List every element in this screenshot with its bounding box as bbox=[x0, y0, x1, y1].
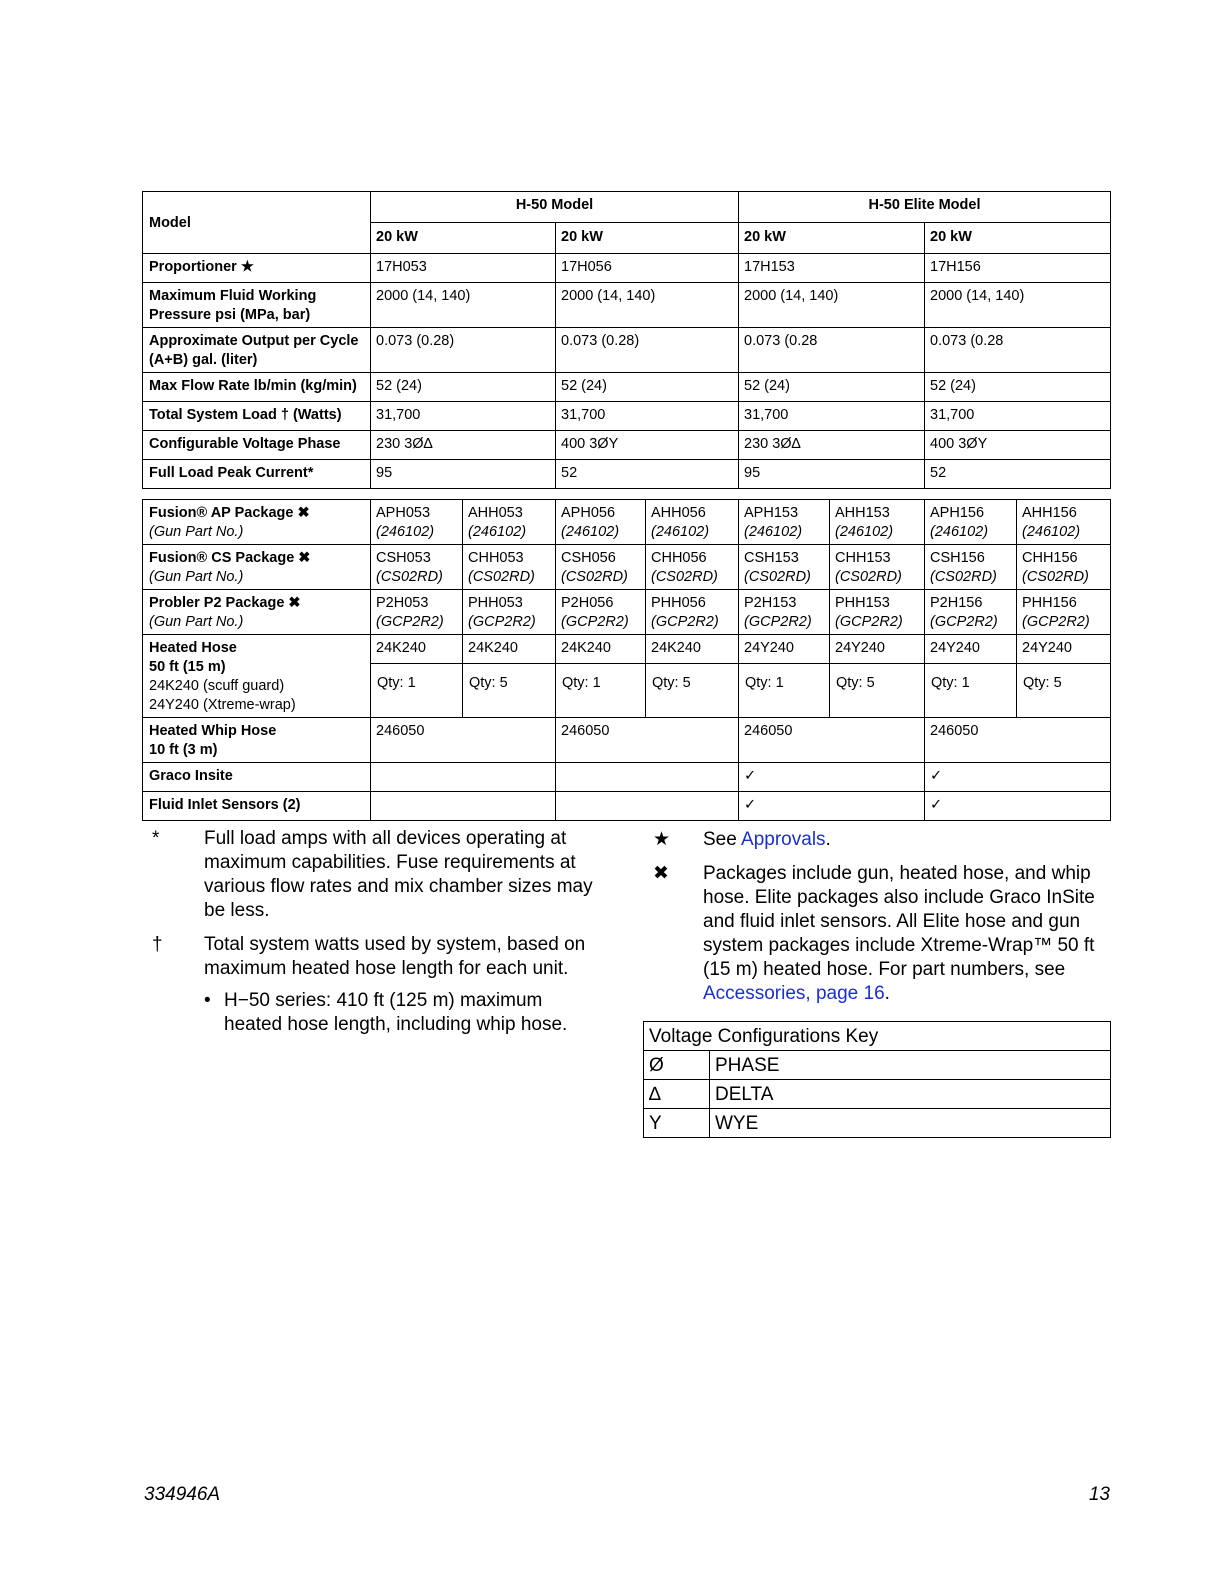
spec-label: Max Flow Rate lb/min (kg/min) bbox=[143, 373, 371, 402]
checkmark-cell bbox=[371, 792, 556, 821]
notes-left bbox=[144, 827, 604, 1037]
package-row-p2 bbox=[143, 590, 1111, 635]
package-part-cell: APH156 (246102) bbox=[925, 500, 1017, 545]
package-name: Fusion® AP Package ✖ bbox=[149, 505, 310, 521]
spec-value: 17H053 bbox=[371, 254, 556, 283]
spec-row bbox=[143, 283, 1111, 328]
package-part-cell: CHH053 (CS02RD) bbox=[463, 545, 556, 590]
footnote-asterisk bbox=[144, 827, 604, 923]
spec-label: Full Load Peak Current* bbox=[143, 460, 371, 489]
voltage-key-row bbox=[644, 1080, 1111, 1109]
h50-elite-model-header: H-50 Elite Model bbox=[739, 192, 1111, 223]
spec-row bbox=[143, 431, 1111, 460]
package-part-cell: CSH153 (CS02RD) bbox=[739, 545, 830, 590]
package-part-cell: P2H153 (GCP2R2) bbox=[739, 590, 830, 635]
spec-label: Approximate Output per Cycle (A+B) gal. (liter) bbox=[143, 328, 371, 373]
spec-label: Proportioner ★ bbox=[143, 254, 371, 283]
voltage-name: PHASE bbox=[710, 1051, 1111, 1080]
voltage-key-title: Voltage Configurations Key bbox=[644, 1022, 1111, 1051]
spec-value: 31,700 bbox=[739, 402, 925, 431]
checkmark-icon: ✓ bbox=[925, 763, 1111, 792]
hose-qty-cell: Qty: 5 bbox=[830, 664, 925, 718]
whip-hose-value: 246050 bbox=[556, 718, 739, 763]
voltage-name: WYE bbox=[710, 1109, 1111, 1138]
footnote-text: Total system watts used by system, based on maximum heated hose length for each unit. bbox=[204, 934, 586, 979]
whip-hose-value: 246050 bbox=[371, 718, 556, 763]
package-part-cell: P2H156 (GCP2R2) bbox=[925, 590, 1017, 635]
checkmark-cell bbox=[556, 763, 739, 792]
spec-value: 52 (24) bbox=[739, 373, 925, 402]
checkmark-cell bbox=[556, 792, 739, 821]
package-part-cell: CHH056 (CS02RD) bbox=[646, 545, 739, 590]
spec-value: 52 bbox=[925, 460, 1111, 489]
spec-value: 400 3ØY bbox=[925, 431, 1111, 460]
package-part-cell: APH056 (246102) bbox=[556, 500, 646, 545]
heated-hose-label: Heated Hose 50 ft (15 m) 24K240 (scuff guard) 24Y240 (Xtreme-wrap) bbox=[143, 635, 371, 718]
spec-row bbox=[143, 402, 1111, 431]
spec-row bbox=[143, 373, 1111, 402]
hose-part-cell: 24Y240 bbox=[925, 635, 1017, 664]
fluid-inlet-label: Fluid Inlet Sensors (2) bbox=[143, 792, 371, 821]
gun-part-label: (Gun Part No.) bbox=[149, 569, 244, 585]
gun-part-label: (Gun Part No.) bbox=[149, 614, 244, 630]
hose-part-cell: 24K240 bbox=[556, 635, 646, 664]
spec-value: 17H153 bbox=[739, 254, 925, 283]
package-part-cell: APH053 (246102) bbox=[371, 500, 463, 545]
voltage-key-row bbox=[644, 1051, 1111, 1080]
voltage-key-table bbox=[643, 1021, 1111, 1138]
voltage-symbol: Y bbox=[644, 1109, 710, 1138]
checkmark-icon: ✓ bbox=[739, 763, 925, 792]
kw-cell: 20 kW bbox=[371, 223, 556, 254]
spec-value: 230 3Ø∆ bbox=[739, 431, 925, 460]
voltage-symbol: ∆ bbox=[644, 1080, 710, 1109]
spec-label: Configurable Voltage Phase bbox=[143, 431, 371, 460]
package-part-cell: CHH156 (CS02RD) bbox=[1017, 545, 1111, 590]
package-label bbox=[143, 500, 371, 545]
hose-part-cell: 24K240 bbox=[646, 635, 739, 664]
spec-value: 31,700 bbox=[371, 402, 556, 431]
spec-value: 2000 (14, 140) bbox=[925, 283, 1111, 328]
spec-value: 17H056 bbox=[556, 254, 739, 283]
bullet-text: H−50 series: 410 ft (125 m) maximum heated hose length, including whip hose. bbox=[224, 990, 568, 1035]
package-part-cell: P2H053 (GCP2R2) bbox=[371, 590, 463, 635]
hose-part-cell: 24Y240 bbox=[830, 635, 925, 664]
fluid-inlet-row bbox=[143, 792, 1111, 821]
spec-value: 95 bbox=[739, 460, 925, 489]
package-name: Probler P2 Package ✖ bbox=[149, 595, 301, 611]
package-part-cell: AHH056 (246102) bbox=[646, 500, 739, 545]
gun-part-label: (Gun Part No.) bbox=[149, 524, 244, 540]
whip-hose-value: 246050 bbox=[739, 718, 925, 763]
package-label bbox=[143, 545, 371, 590]
hose-qty-cell: Qty: 5 bbox=[463, 664, 556, 718]
footnote-cross: ✖ Packages include gun, heated hose, and whip hose. Elite packages also include Graco InSite and fluid inlet sensors. All Elite hose and gun system packages include Xtreme-Wrap™ 50 ft (15 m) heated hose. For part numbers, see Accessories, page 16. bbox=[653, 863, 1095, 1004]
package-part-cell: CSH056 (CS02RD) bbox=[556, 545, 646, 590]
checkmark-icon: ✓ bbox=[925, 792, 1111, 821]
document-number: 334946A bbox=[144, 1484, 221, 1505]
package-part-cell: AHH153 (246102) bbox=[830, 500, 925, 545]
package-name: Fusion® CS Package ✖ bbox=[149, 550, 311, 566]
spec-value: 31,700 bbox=[556, 402, 739, 431]
spec-value: 0.073 (0.28 bbox=[925, 328, 1111, 373]
spec-row bbox=[143, 328, 1111, 373]
package-part-cell: CHH153 (CS02RD) bbox=[830, 545, 925, 590]
voltage-key-row bbox=[644, 1109, 1111, 1138]
spec-value: 0.073 (0.28) bbox=[556, 328, 739, 373]
checkmark-cell bbox=[371, 763, 556, 792]
spec-value: 17H156 bbox=[925, 254, 1111, 283]
package-table bbox=[142, 499, 1111, 821]
graco-insite-row bbox=[143, 763, 1111, 792]
spec-value: 31,700 bbox=[925, 402, 1111, 431]
accessories-link[interactable]: Accessories, page 16 bbox=[703, 983, 885, 1004]
spec-value: 2000 (14, 140) bbox=[371, 283, 556, 328]
spec-row bbox=[143, 460, 1111, 489]
hose-qty-cell: Qty: 5 bbox=[646, 664, 739, 718]
model-header: Model bbox=[143, 192, 371, 254]
bullet-icon: • bbox=[204, 990, 211, 1011]
spec-value: 2000 (14, 140) bbox=[556, 283, 739, 328]
hose-part-cell: 24K240 bbox=[463, 635, 556, 664]
checkmark-icon: ✓ bbox=[739, 792, 925, 821]
package-row-cs bbox=[143, 545, 1111, 590]
footnote-bullet bbox=[144, 989, 604, 1037]
package-part-cell: AHH053 (246102) bbox=[463, 500, 556, 545]
notes-right bbox=[643, 828, 1113, 1016]
footnote-star: ★ See Approvals. bbox=[653, 829, 831, 850]
page-number: 13 bbox=[1088, 1484, 1110, 1505]
h50-model-header: H-50 Model bbox=[371, 192, 739, 223]
package-part-cell: AHH156 (246102) bbox=[1017, 500, 1111, 545]
cross-icon: ✖ bbox=[653, 863, 669, 884]
package-part-cell: PHH153 (GCP2R2) bbox=[830, 590, 925, 635]
spec-row bbox=[143, 254, 1111, 283]
kw-cell: 20 kW bbox=[739, 223, 925, 254]
hose-qty-cell: Qty: 1 bbox=[739, 664, 830, 718]
spec-value: 52 bbox=[556, 460, 739, 489]
heated-hose-row bbox=[143, 635, 1111, 664]
whip-hose-label: Heated Whip Hose 10 ft (3 m) bbox=[143, 718, 371, 763]
spec-value: 52 (24) bbox=[556, 373, 739, 402]
package-row-ap bbox=[143, 500, 1111, 545]
hose-qty-cell: Qty: 1 bbox=[556, 664, 646, 718]
spec-value: 2000 (14, 140) bbox=[739, 283, 925, 328]
package-part-cell: PHH056 (GCP2R2) bbox=[646, 590, 739, 635]
spec-value: 400 3ØY bbox=[556, 431, 739, 460]
kw-cell: 20 kW bbox=[556, 223, 739, 254]
package-part-cell: PHH156 (GCP2R2) bbox=[1017, 590, 1111, 635]
spec-label: Total System Load † (Watts) bbox=[143, 402, 371, 431]
whip-hose-value: 246050 bbox=[925, 718, 1111, 763]
spec-value: 52 (24) bbox=[371, 373, 556, 402]
kw-cell: 20 kW bbox=[925, 223, 1111, 254]
spec-value: 95 bbox=[371, 460, 556, 489]
hose-qty-cell: Qty: 1 bbox=[371, 664, 463, 718]
star-icon: ★ bbox=[653, 829, 671, 850]
package-label bbox=[143, 590, 371, 635]
spec-value: 52 (24) bbox=[925, 373, 1111, 402]
package-part-cell: CSH053 (CS02RD) bbox=[371, 545, 463, 590]
asterisk-symbol: * bbox=[152, 828, 160, 849]
hose-qty-cell: Qty: 5 bbox=[1017, 664, 1111, 718]
graco-insite-label: Graco Insite bbox=[143, 763, 371, 792]
spec-value: 0.073 (0.28 bbox=[739, 328, 925, 373]
spec-label: Maximum Fluid Working Pressure psi (MPa, bar) bbox=[143, 283, 371, 328]
voltage-symbol: Ø bbox=[644, 1051, 710, 1080]
dagger-symbol: † bbox=[152, 934, 163, 955]
footnote-dagger bbox=[144, 933, 604, 981]
spec-table bbox=[142, 191, 1111, 489]
footnote-text: Full load amps with all devices operating at maximum capabilities. Fuse requirements at various flow rates and mix chamber sizes may be less. bbox=[204, 828, 593, 921]
approvals-link[interactable]: Approvals bbox=[741, 829, 826, 850]
spec-value: 0.073 (0.28) bbox=[371, 328, 556, 373]
package-part-cell: PHH053 (GCP2R2) bbox=[463, 590, 556, 635]
whip-hose-row bbox=[143, 718, 1111, 763]
package-part-cell: P2H056 (GCP2R2) bbox=[556, 590, 646, 635]
spec-value: 230 3Ø∆ bbox=[371, 431, 556, 460]
hose-part-cell: 24Y240 bbox=[1017, 635, 1111, 664]
hose-part-cell: 24Y240 bbox=[739, 635, 830, 664]
hose-qty-cell: Qty: 1 bbox=[925, 664, 1017, 718]
voltage-name: DELTA bbox=[710, 1080, 1111, 1109]
hose-part-cell: 24K240 bbox=[371, 635, 463, 664]
package-part-cell: CSH156 (CS02RD) bbox=[925, 545, 1017, 590]
package-part-cell: APH153 (246102) bbox=[739, 500, 830, 545]
